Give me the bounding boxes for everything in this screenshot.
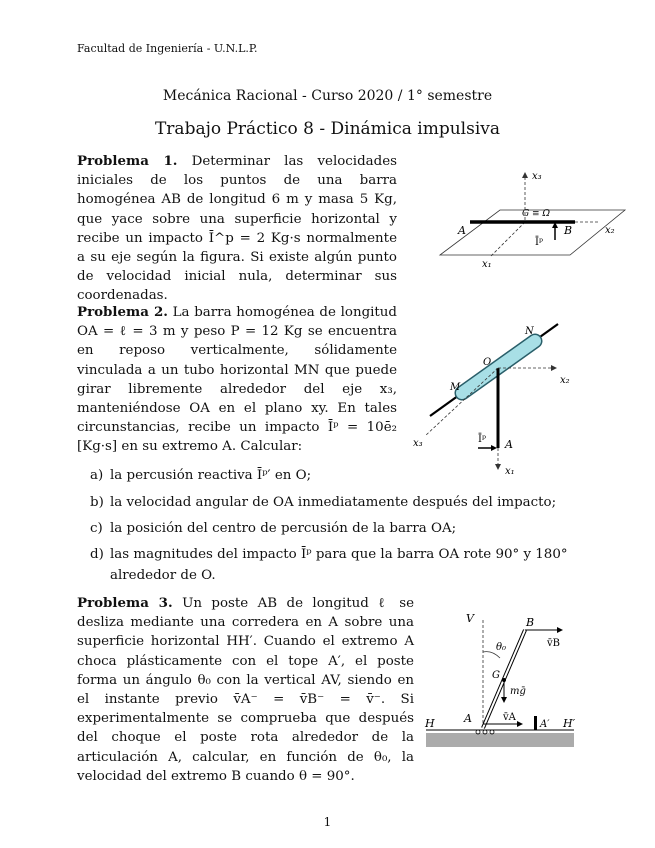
axis-x1: [490, 222, 525, 257]
item-d-label: d): [90, 547, 104, 562]
label-x3: x₃: [413, 438, 423, 449]
label-I: Īᵖ: [535, 237, 543, 248]
item-d-text2: alrededor de O.: [110, 568, 216, 583]
stop-A-prime: [534, 716, 537, 730]
label-B: B: [564, 224, 573, 237]
axis-x1-arrow: [495, 464, 501, 470]
label-H: H: [425, 717, 435, 730]
problem-1: [77, 152, 397, 306]
label-N: N: [525, 326, 534, 337]
header-institution: Facultad de Ingeniería - U.N.L.P.: [77, 42, 258, 55]
label-x2: x₂: [560, 375, 570, 386]
problem-1-text: Determinar las velocidades iniciales de los puntos de una barra homogénea AB de longitud 6 m y masa 5 Kg, que yace sobre una superficie horizontal y recibe un impacto Ī^p = 2 Kg·s normalmente a su eje según la figura. Si existe algún punto de velocidad inicial nula, determinar sus coordenadas.: [77, 154, 398, 304]
item-a-label: a): [90, 468, 104, 483]
vA-arrow-head: [517, 721, 523, 727]
weight-arrow-head: [501, 697, 507, 703]
label-A-prime: A′: [540, 719, 550, 730]
impact-arrow-head: [491, 445, 497, 451]
problem-2-label: Problema 2.: [77, 304, 168, 320]
problem-3-label: Problema 3.: [77, 595, 173, 611]
label-x1: x₁: [505, 466, 515, 477]
item-d-cont: [110, 566, 216, 585]
axis-x2-arrow: [551, 365, 557, 371]
figure-3: [420, 608, 580, 753]
item-d: [90, 545, 580, 564]
course-title: Mecánica Racional - Curso 2020 / 1° semestre: [162, 88, 493, 104]
item-b: [90, 493, 556, 512]
axis-x3-arrow: [522, 172, 528, 178]
problem-3-text: Un poste AB de longitud ℓ se desliza mediante una corredera en A sobre una superficie horizontal HH′. Cuando el extremo A choca plásticamente con el tope A′, el poste forma un ángulo θ₀ con la vertical AV, siendo en el instante previo v̄A⁻ = v̄B⁻ = v̄⁻. Si experimentalmente se comprueba que después del choque el poste rota alrededor de la articulación A, calcular, en función de θ₀, la velocidad del extremo B cuando θ = 90°.: [77, 596, 414, 784]
item-a-text: la percusión reactiva Īᵖ′ en O;: [110, 468, 312, 483]
label-x3: x₃: [532, 171, 542, 182]
label-theta: θ₀: [496, 642, 507, 653]
label-vB: v̄B: [547, 638, 560, 649]
tp-title: Trabajo Práctico 8 - Dinámica impulsiva: [154, 119, 501, 139]
figure-1: [410, 165, 635, 275]
vB-arrow-head: [557, 627, 563, 633]
problem-3: [77, 594, 414, 786]
label-A: A: [505, 438, 513, 451]
label-x1: x₁: [482, 259, 492, 270]
label-V: V: [466, 612, 474, 625]
problem-2-text: La barra homogénea de longitud OA = ℓ = 3 m y peso P = 12 Kg se encuentra en reposo verticalmente, sólidamente vinculada a un tubo horizontal MN que puede girar libremente alrededor del eje x₃, manteniéndose OA en el plano xy. En tales circunstancias, recibe un impacto Īᵖ = 10ē₂ [Kg·s] en su extremo A. Calcular:: [77, 305, 397, 455]
item-b-text: la velocidad angular de OA inmediatamente después del impacto;: [110, 495, 557, 510]
ground: [426, 733, 574, 747]
label-A: A: [464, 712, 472, 725]
item-d-text: las magnitudes del impacto Īᵖ para que la barra OA rote 90° y 180°: [110, 547, 568, 562]
label-G: G: [492, 670, 500, 681]
problem-2: [77, 303, 397, 457]
label-A: A: [458, 224, 466, 237]
label-vA: v̄A: [503, 712, 516, 723]
problem-1-label: Problema 1.: [77, 153, 178, 169]
label-mg: mḡ: [510, 686, 526, 697]
item-c: [90, 519, 456, 538]
label-H-prime: H′: [563, 717, 576, 730]
label-x2: x₂: [605, 225, 615, 236]
figure-2: [410, 318, 585, 478]
item-c-label: c): [90, 521, 103, 536]
item-a: [90, 466, 311, 485]
label-M: M: [450, 382, 461, 393]
item-b-label: b): [90, 495, 104, 510]
page-number: 1: [323, 815, 332, 829]
label-B: B: [526, 616, 535, 629]
item-c-text: la posición del centro de percusión de la barra OA;: [110, 521, 457, 536]
label-O: O: [483, 357, 492, 368]
label-G: G ≡ Ω: [522, 209, 550, 219]
label-I: Īᵖ: [478, 434, 486, 445]
